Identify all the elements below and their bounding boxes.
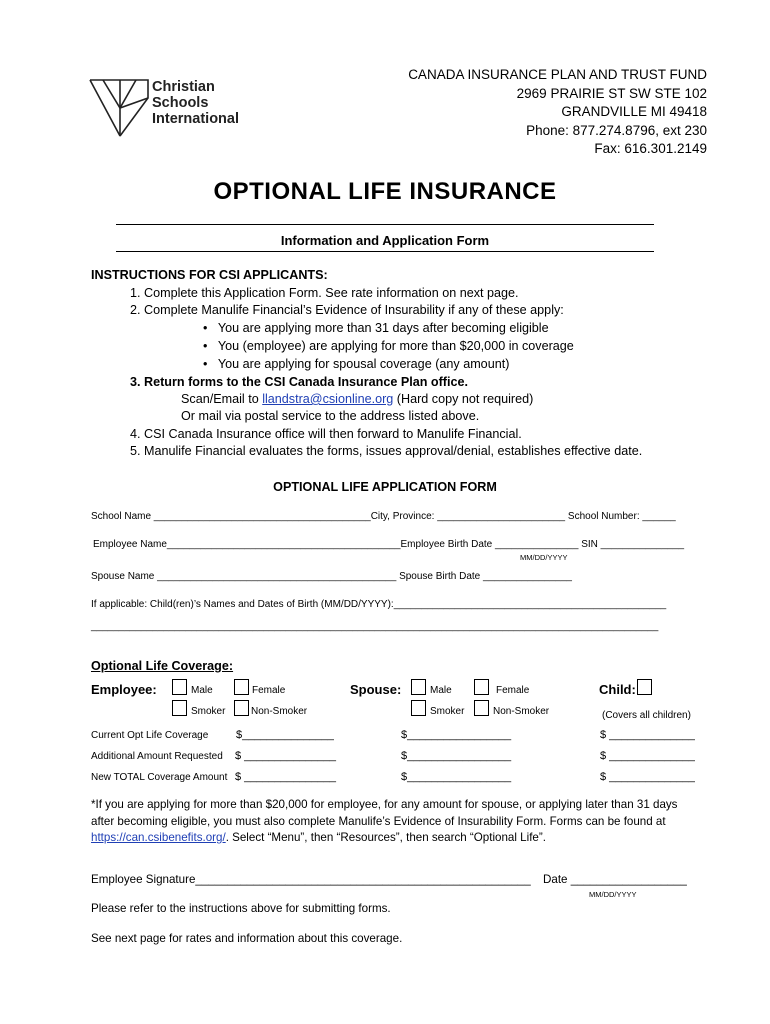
employee-smoker-label: Smoker bbox=[191, 706, 226, 717]
note-line-3-suffix: . Select “Menu”, then “Resources”, then search “Optional Life”. bbox=[225, 831, 546, 844]
address-line-3: GRANDVILLE MI 49418 bbox=[561, 104, 707, 119]
spouse-smoker-checkbox[interactable] bbox=[411, 700, 426, 716]
employee-current-field[interactable]: $_______________ bbox=[236, 729, 334, 741]
note-line-3 bbox=[91, 830, 677, 847]
bullet-text: You (employee) are applying for more than $20,000 in coverage bbox=[217, 339, 574, 353]
scan-suffix: (Hard copy not required) bbox=[393, 392, 534, 406]
instruction-item-1: 1. Complete this Application Form. See rate information on next page. bbox=[130, 286, 519, 300]
spouse-non-smoker-checkbox[interactable] bbox=[474, 700, 489, 716]
eoi-note bbox=[91, 797, 677, 847]
address-fax: Fax: 616.301.2149 bbox=[594, 141, 707, 156]
spouse-male-label: Male bbox=[430, 685, 452, 696]
instruction-mail: Or mail via postal service to the address listed above. bbox=[181, 409, 480, 423]
children-field[interactable]: If applicable: Child(ren)’s Names and Dates of Birth (MM/DD/YYYY):_________________________________________________ bbox=[91, 599, 667, 610]
signature-date-format: MM/DD/YYYY bbox=[589, 890, 637, 899]
child-checkbox[interactable] bbox=[637, 679, 652, 695]
child-additional-field[interactable]: $ ______________ bbox=[600, 750, 695, 762]
school-fields[interactable]: School Name _______________________________________City, Province: _______________________ School Number: ______ bbox=[91, 511, 676, 522]
employee-additional-field[interactable]: $ _______________ bbox=[235, 750, 336, 762]
bullet-icon: • bbox=[203, 339, 208, 353]
instruction-item-3: 3. Return forms to the CSI Canada Insurance Plan office. bbox=[130, 375, 469, 389]
instruction-bullet-3 bbox=[203, 357, 509, 371]
bullet-icon: • bbox=[203, 357, 208, 371]
instruction-bullet-1 bbox=[203, 321, 549, 335]
employee-male-label: Male bbox=[191, 685, 213, 696]
employee-name-fields[interactable]: Employee Name__________________________________________Employee Birth Date _______________ SIN _______________ bbox=[93, 539, 685, 550]
scan-prefix: Scan/Email to bbox=[181, 392, 263, 406]
instruction-scan-email bbox=[181, 392, 533, 406]
address-line-1: CANADA INSURANCE PLAN AND TRUST FUND bbox=[408, 67, 707, 82]
employee-signature-field[interactable]: Employee Signature____________________________________________________ bbox=[91, 873, 531, 886]
employee-female-label: Female bbox=[252, 685, 286, 696]
spouse-non-smoker-label: Non-Smoker bbox=[493, 706, 550, 717]
address-phone: Phone: 877.274.8796, ext 230 bbox=[526, 122, 707, 138]
instruction-item-4: 4. CSI Canada Insurance office will then forward to Manulife Financial. bbox=[130, 427, 522, 441]
spouse-total-field[interactable]: $_________________ bbox=[401, 771, 512, 783]
spouse-additional-field[interactable]: $_________________ bbox=[401, 750, 512, 762]
bullet-text: You are applying more than 31 days after becoming eligible bbox=[217, 321, 549, 335]
title-rule-top bbox=[116, 224, 654, 225]
signature-date-field[interactable]: Date __________________ bbox=[543, 873, 687, 886]
employee-smoker-checkbox[interactable] bbox=[172, 700, 187, 716]
bullet-icon: • bbox=[203, 321, 208, 335]
address-block bbox=[408, 66, 707, 159]
bullet-text: You are applying for spousal coverage (any amount) bbox=[217, 357, 510, 371]
spouse-female-label: Female bbox=[496, 685, 530, 696]
page-title: OPTIONAL LIFE INSURANCE bbox=[213, 178, 557, 205]
logo-line-christian: Christian bbox=[152, 79, 215, 95]
note-line-1: *If you are applying for more than $20,000 for employee, for any amount for spouse, or applying later than 31 days bbox=[91, 798, 678, 811]
instruction-item-5: 5. Manulife Financial evaluates the forms, issues approval/denial, establishes effective date. bbox=[130, 444, 643, 458]
note-line-2: after becoming eligible, you must also complete Manulife’s Evidence of Insurability Form. Forms can be found at bbox=[91, 814, 666, 828]
total-coverage-label: New TOTAL Coverage Amount bbox=[91, 772, 228, 783]
csi-logo-mark-icon bbox=[88, 76, 150, 140]
address-line-2: 2969 PRAIRIE ST SW STE 102 bbox=[516, 85, 707, 101]
child-label: Child: bbox=[599, 682, 636, 697]
spouse-smoker-label: Smoker bbox=[430, 706, 465, 717]
spouse-label: Spouse: bbox=[350, 682, 402, 697]
spouse-male-checkbox[interactable] bbox=[411, 679, 426, 695]
employee-male-checkbox[interactable] bbox=[172, 679, 187, 695]
instructions-heading: INSTRUCTIONS FOR CSI APPLICANTS: bbox=[91, 268, 328, 282]
covers-all-children: (Covers all children) bbox=[602, 710, 691, 721]
additional-amount-label: Additional Amount Requested bbox=[91, 751, 223, 762]
footer-line-1: Please refer to the instructions above for submitting forms. bbox=[91, 902, 391, 915]
logo-line-schools: Schools bbox=[152, 95, 209, 111]
current-coverage-label: Current Opt Life Coverage bbox=[91, 730, 209, 741]
employee-female-checkbox[interactable] bbox=[234, 679, 249, 695]
children-field-line2[interactable]: ______________________________________________________________________________________________________ bbox=[91, 621, 659, 632]
form-heading: OPTIONAL LIFE APPLICATION FORM bbox=[273, 480, 497, 494]
child-current-field[interactable]: $ ______________ bbox=[600, 729, 695, 741]
title-rule-bottom bbox=[116, 251, 654, 252]
coverage-heading: Optional Life Coverage: bbox=[91, 659, 234, 673]
footer-line-2: See next page for rates and information about this coverage. bbox=[91, 932, 403, 945]
spouse-female-checkbox[interactable] bbox=[474, 679, 489, 695]
child-total-field[interactable]: $ ______________ bbox=[600, 771, 695, 783]
employee-label: Employee: bbox=[91, 682, 157, 697]
instruction-bullet-2 bbox=[203, 339, 574, 353]
instruction-item-2: 2. Complete Manulife Financial’s Evidence of Insurability if any of these apply: bbox=[130, 303, 564, 317]
logo-line-international: International bbox=[152, 111, 240, 127]
employee-non-smoker-checkbox[interactable] bbox=[234, 700, 249, 716]
spouse-fields[interactable]: Spouse Name ___________________________________________ Spouse Birth Date ________________ bbox=[91, 571, 572, 582]
birth-date-format: MM/DD/YYYY bbox=[520, 553, 568, 562]
csibenefits-link[interactable]: https://can.csibenefits.org/ bbox=[91, 831, 226, 844]
spouse-current-field[interactable]: $_________________ bbox=[401, 729, 512, 741]
email-link[interactable]: llandstra@csionline.org bbox=[262, 392, 394, 406]
employee-non-smoker-label: Non-Smoker bbox=[251, 706, 308, 717]
page-subtitle: Information and Application Form bbox=[280, 233, 490, 248]
employee-total-field[interactable]: $ _______________ bbox=[235, 771, 336, 783]
